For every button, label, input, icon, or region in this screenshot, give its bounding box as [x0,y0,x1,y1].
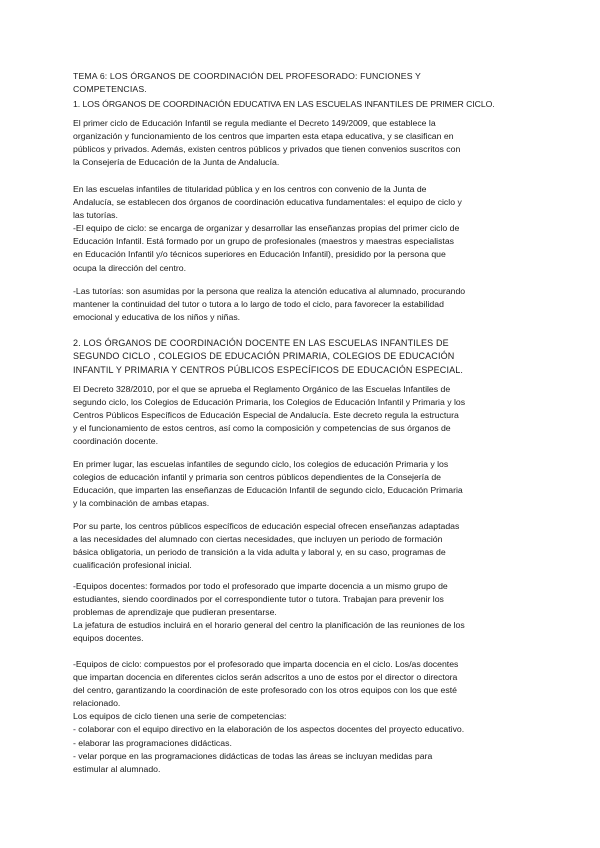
text-line: Educación Infantil. Está formado por un grupo de profesionales (maestros y maestras especialistas [73,236,454,247]
text-line: que impartan docencia en diferentes ciclos serán adscritos a uno de estos por el director o directora [73,672,458,683]
text-line: El Decreto 328/2010, por el que se aprueba el Reglamento Orgánico de las Escuelas Infantiles de [73,384,451,394]
text-line: y el funcionamiento de estos centros, así como la composición y competencias de sus órganos de [73,423,451,434]
list-item: - colaborar con el equipo directivo en la elaboración de los aspectos docentes del proyecto educativo. [73,724,465,735]
list-item: - elaborar las programaciones didácticas. [73,737,232,748]
text-line: del centro, garantizando la coordinación de este profesorado con los otros equipos con los que esté [73,685,457,696]
section-2-paragraph-3 [73,520,531,572]
text-line: la Consejería de Educación de la Junta de Andalucía. [73,157,280,168]
text-line: Centros Públicos Específicos de Educación Especial de Andalucía. Este decreto regula la estructura [73,410,459,421]
title-line: TEMA 6: LOS ÓRGANOS DE COORDINACIÓN DEL PROFESORADO: FUNCIONES Y [73,71,421,81]
text-line: estimular al alumnado. [73,763,161,774]
text-line: relacionado. [73,698,121,709]
text-line: cualificación profesional inicial. [73,560,192,571]
title-line: COMPETENCIAS. [73,84,147,95]
text-line: equipos docentes. [73,633,144,644]
text-line: La jefatura de estudios incluirá en el horario general del centro la planificación de las reuniones de los [73,620,465,631]
text-line: En las escuelas infantiles de titularidad pública y en los centros con convenio de la Junta de [73,184,427,194]
text-line: colegios de educación infantil y primaria son centros públicos dependientes de la Consejería de [73,472,441,483]
text-line: estudiantes, siendo coordinados por el correspondiente tutor o tutora. Trabajan para prevenir los [73,594,444,605]
section-2-heading [73,337,531,377]
text-line: -Las tutorías: son asumidas por la persona que realiza la atención educativa al alumnado, procurando [73,286,466,296]
heading-line: 2. LOS ÓRGANOS DE COORDINACIÓN DOCENTE EN LAS ESCUELAS INFANTILES DE [73,338,449,348]
list-item: - velar porque en las programaciones didácticas de todas las áreas se incluyan medidas para [73,750,433,761]
text-line: básica obligatoria, un periodo de transición a la vida adulta y laboral y, en su caso, programas de [73,547,446,558]
text-line: -Equipos docentes: formados por todo el profesorado que imparte docencia a un mismo grupo de [73,581,448,591]
heading-line: INFANTIL Y PRIMARIA Y CENTROS PÚBLICOS ESPECÍFICOS DE EDUCACIÓN ESPECIAL. [73,364,464,375]
text-line: Los equipos de ciclo tienen una serie de competencias: [73,711,287,722]
text-line: públicos y privados. Además, existen centros públicos y privados que tienen convenios suscritos con [73,144,461,155]
text-line: Educación, que imparten las enseñanzas de Educación Infantil de segundo ciclo, Educación Primaria [73,485,463,496]
text-line: a las necesidades del alumnado con ciertas necesidades, que incluyen un periodo de formación [73,534,443,545]
section-2-paragraph-1 [73,383,531,448]
text-line: segundo ciclo, los Colegios de Educación Primaria, los Colegios de Educación Infantil y Primaria y los [73,397,466,408]
text-line: -El equipo de ciclo: se encarga de organizar y desarrollar las enseñanzas propias del primer ciclo de [73,223,460,234]
text-line: problemas de aprendizaje que pudieran presentarse. [73,607,277,618]
text-line: ocupa la dirección del centro. [73,262,187,273]
text-line: organización y funcionamiento de los centros que imparten esta etapa educativa, y se clasifican en [73,131,454,142]
section-2-paragraph-2 [73,458,531,510]
section-1-heading: 1. LOS ÓRGANOS DE COORDINACIÓN EDUCATIVA EN LAS ESCUELAS INFANTILES DE PRIMER CICLO. [73,99,495,109]
text-line: y la combinación de ambas etapas. [73,498,210,509]
text-line: en Educación Infantil y/o técnicos superiores en Educación Infantil), presidido por la persona que [73,249,446,260]
text-line: -Equipos de ciclo: compuestos por el profesorado que imparta docencia en el ciclo. Los/as docentes [73,659,459,669]
section-2-paragraph-5 [73,658,531,776]
text-line: coordinación docente. [73,436,159,447]
section-2-paragraph-4 [73,580,531,645]
section-1-paragraph-2 [73,183,531,275]
text-line: El primer ciclo de Educación Infantil se regula mediante el Decreto 149/2009, que establece la [73,118,436,128]
document-title [73,70,531,96]
text-line: las tutorías. [73,210,118,221]
text-line: emocional y educativa de los niños y niñas. [73,312,241,323]
text-line: Andalucía, se establecen dos órganos de coordinación educativa fundamentales: el equipo de ciclo y [73,197,462,208]
text-line: Por su parte, los centros públicos específicos de educación especial ofrecen enseñanzas adaptadas [73,521,460,531]
text-line: En primer lugar, las escuelas infantiles de segundo ciclo, los colegios de educación Primaria y los [73,459,449,469]
section-1-paragraph-3 [73,285,531,324]
text-line: mantener la continuidad del tutor o tutora a lo largo de todo el ciclo, para favorecer la estabilidad [73,299,444,310]
heading-line: SEGUNDO CICLO , COLEGIOS DE EDUCACIÓN PRIMARIA, COLEGIOS DE EDUCACIÓN [73,351,455,362]
section-1-paragraph-1 [73,117,531,169]
